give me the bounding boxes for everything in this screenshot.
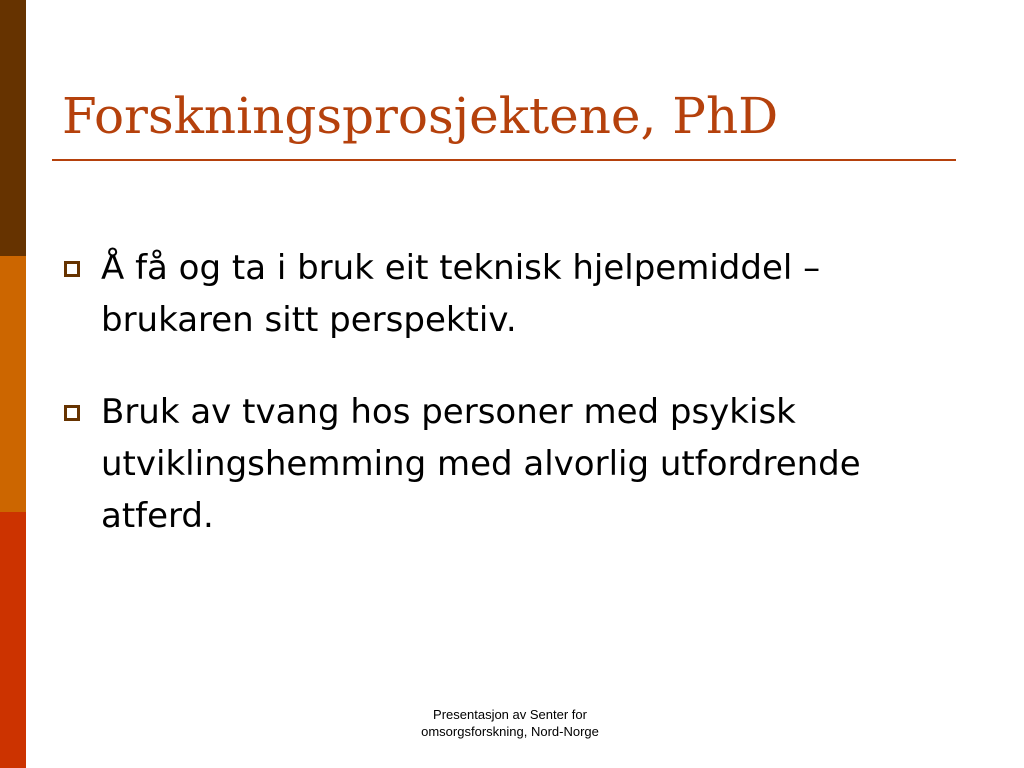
slide-title: Forskningsprosjektene, PhD — [62, 87, 779, 145]
title-underline — [52, 159, 956, 161]
slide-footer — [380, 706, 640, 740]
bullet-text: Bruk av tvang hos personer med psykisk utviklingshemming med alvorlig utfordrende atferd. — [101, 392, 861, 536]
side-bar-segment-top — [0, 0, 26, 256]
bullet-text: Å få og ta i bruk eit teknisk hjelpemiddel – brukaren sitt perspektiv. — [101, 248, 821, 340]
square-bullet-icon — [64, 261, 80, 277]
bullet-list — [62, 242, 962, 582]
footer-line: omsorgsforskning, Nord-Norge — [421, 724, 599, 739]
side-bar-segment-bottom — [0, 512, 26, 768]
footer-line: Presentasjon av Senter for — [433, 707, 587, 722]
square-bullet-icon — [64, 405, 80, 421]
bullet-item — [62, 242, 962, 346]
side-accent-bar — [0, 0, 26, 768]
side-bar-segment-middle — [0, 256, 26, 512]
bullet-item — [62, 386, 962, 542]
